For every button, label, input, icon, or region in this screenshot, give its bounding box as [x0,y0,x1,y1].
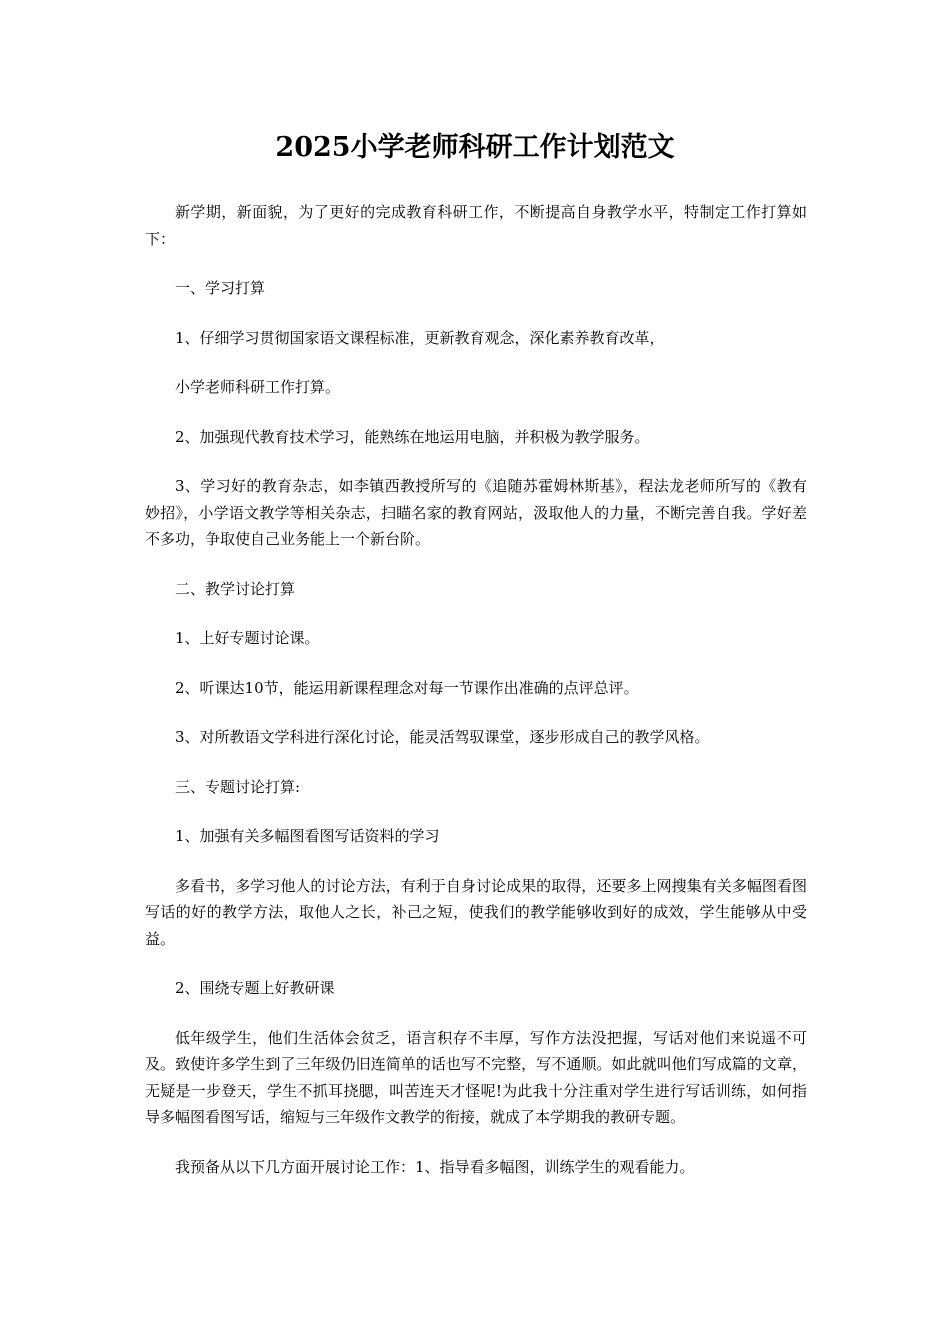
paragraph-topic-approach: 我预备从以下几方面开展讨论工作：1、指导看多幅图，训练学生的观看能力。 [175,1157,695,1176]
paragraph-intro: 新学期，新面貌，为了更好的完成教育科研工作，不断提高自身教学水平，特制定工作打算如下： [145,203,807,248]
paragraph-teaching-1: 1、上好专题讨论课。 [175,629,320,647]
paragraph-topic-1-detail: 多看书，多学习他人的讨论方法，有利于自身讨论成果的取得，还要多上网搜集有关多幅图看图写话的好的教学方法，取他人之长，补己之短，使我们的教学能够收到好的成效，学生能够从中受益。 [145,876,807,948]
paragraph-study-2: 2、加强现代教育技术学习，能熟练在地运用电脑，并积极为教学服务。 [175,427,650,446]
paragraph-teaching-3: 3、对所教语文学科进行深化讨论，能灵活驾驭课堂，逐步形成自己的教学风格。 [175,728,710,746]
heading-study-plan: 一、学习打算 [175,279,266,297]
heading-topic-plan: 三、专题讨论打算: [175,777,301,796]
heading-teaching-plan: 二、教学讨论打算 [175,579,296,598]
paragraph-topic-2-detail: 低年级学生，他们生活体会贫乏，语言积存不丰厚，写作方法没把握，写话对他们来说遥不可及。致使许多学生到了三年级仍旧连简单的话也写不完整，写不通顺。如此就叫他们写成篇的文章，无疑是一步登天，学生不抓耳挠腮，叫苦连天才怪呢!为此我十分注重对学生进行写话训练，如何指导多幅图看图写话，缩短与三年级作文教学的衔接，就成了本学期我的教研专题。 [145,1028,807,1126]
paragraph-study-1: 1、仔细学习贯彻国家语文课程标准，更新教育观念，深化素养教育改革， [175,328,665,347]
document-title: 2025小学老师科研工作计划范文 [275,132,675,163]
document-body [145,199,807,1203]
paragraph-topic-1: 1、加强有关多幅图看图写话资料的学习 [175,827,440,845]
paragraph-study-3: 3、学习好的教育杂志，如李镇西教授所写的《追随苏霍姆林斯基》，程法龙老师所写的《教有妙招》，小学语文教学等相关杂志，扫瞄名家的教育网站，汲取他人的力量，不断完善自我。学好差不多功，争取使自己业务能上一个新台阶。 [145,477,807,548]
paragraph-teaching-2: 2、听课达10节，能运用新课程理念对每一节课作出准确的点评总评。 [175,678,639,697]
paragraph-topic-2: 2、围绕专题上好教研课 [175,979,335,997]
paragraph-study-note: 小学老师科研工作打算。 [175,378,341,396]
